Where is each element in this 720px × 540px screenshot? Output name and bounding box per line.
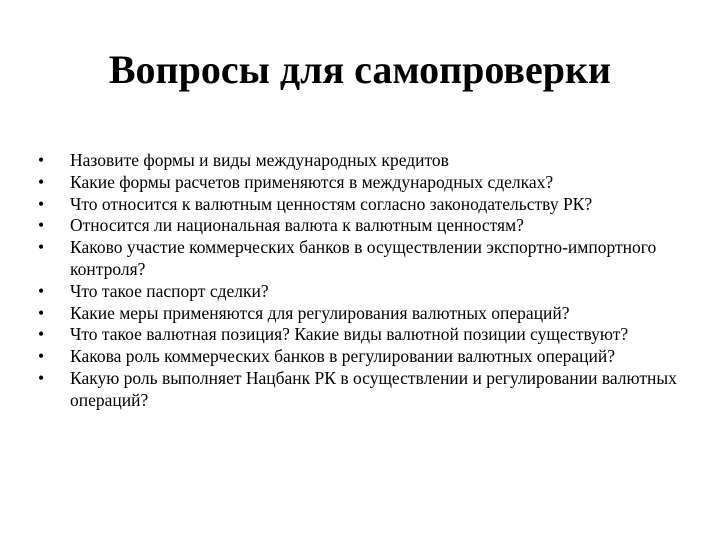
question-text: Какие меры применяются для регулирования валютных операций? — [70, 302, 570, 323]
question-text: Что относится к валютным ценностям согласно законодательству РК? — [70, 193, 593, 214]
question-text: Назовите формы и виды международных кредитов — [70, 150, 449, 170]
list-item — [38, 303, 698, 325]
question-text: Какие формы расчетов применяются в международных сделках? — [70, 171, 554, 192]
bullet-icon: • — [38, 171, 45, 192]
list-item — [38, 281, 698, 303]
list-item — [38, 368, 698, 412]
question-text: Какую роль выполняет Нацбанк РК в осуществлении и регулировании валютных операций? — [70, 367, 677, 410]
question-text: Что такое паспорт сделки? — [70, 280, 269, 301]
list-item — [38, 215, 698, 237]
bullet-icon: • — [38, 367, 45, 388]
bullet-icon: • — [38, 237, 45, 258]
question-text: Что такое валютная позиция? Какие виды валютной позиции существуют? — [70, 324, 629, 345]
question-list — [38, 150, 698, 412]
bullet-icon: • — [38, 280, 45, 301]
question-text: Какова роль коммерческих банков в регулировании валютных операций? — [70, 346, 616, 367]
bullet-icon: • — [38, 193, 45, 214]
list-item — [38, 237, 698, 281]
list-item — [38, 150, 698, 172]
list-item — [38, 346, 698, 368]
list-item — [38, 172, 698, 194]
list-item — [38, 194, 698, 216]
bullet-icon: • — [38, 346, 45, 367]
bullet-icon: • — [38, 324, 45, 345]
slide-title: Вопросы для самопроверки — [108, 47, 612, 92]
question-text: Каково участие коммерческих банков в осуществлении экспортно-импортного контроля? — [70, 237, 657, 279]
question-text: Относится ли национальная валюта к валютным ценностям? — [70, 215, 524, 236]
bullet-icon: • — [38, 302, 45, 323]
list-item — [38, 324, 698, 346]
bullet-icon: • — [38, 215, 45, 236]
bullet-icon: • — [38, 150, 45, 170]
